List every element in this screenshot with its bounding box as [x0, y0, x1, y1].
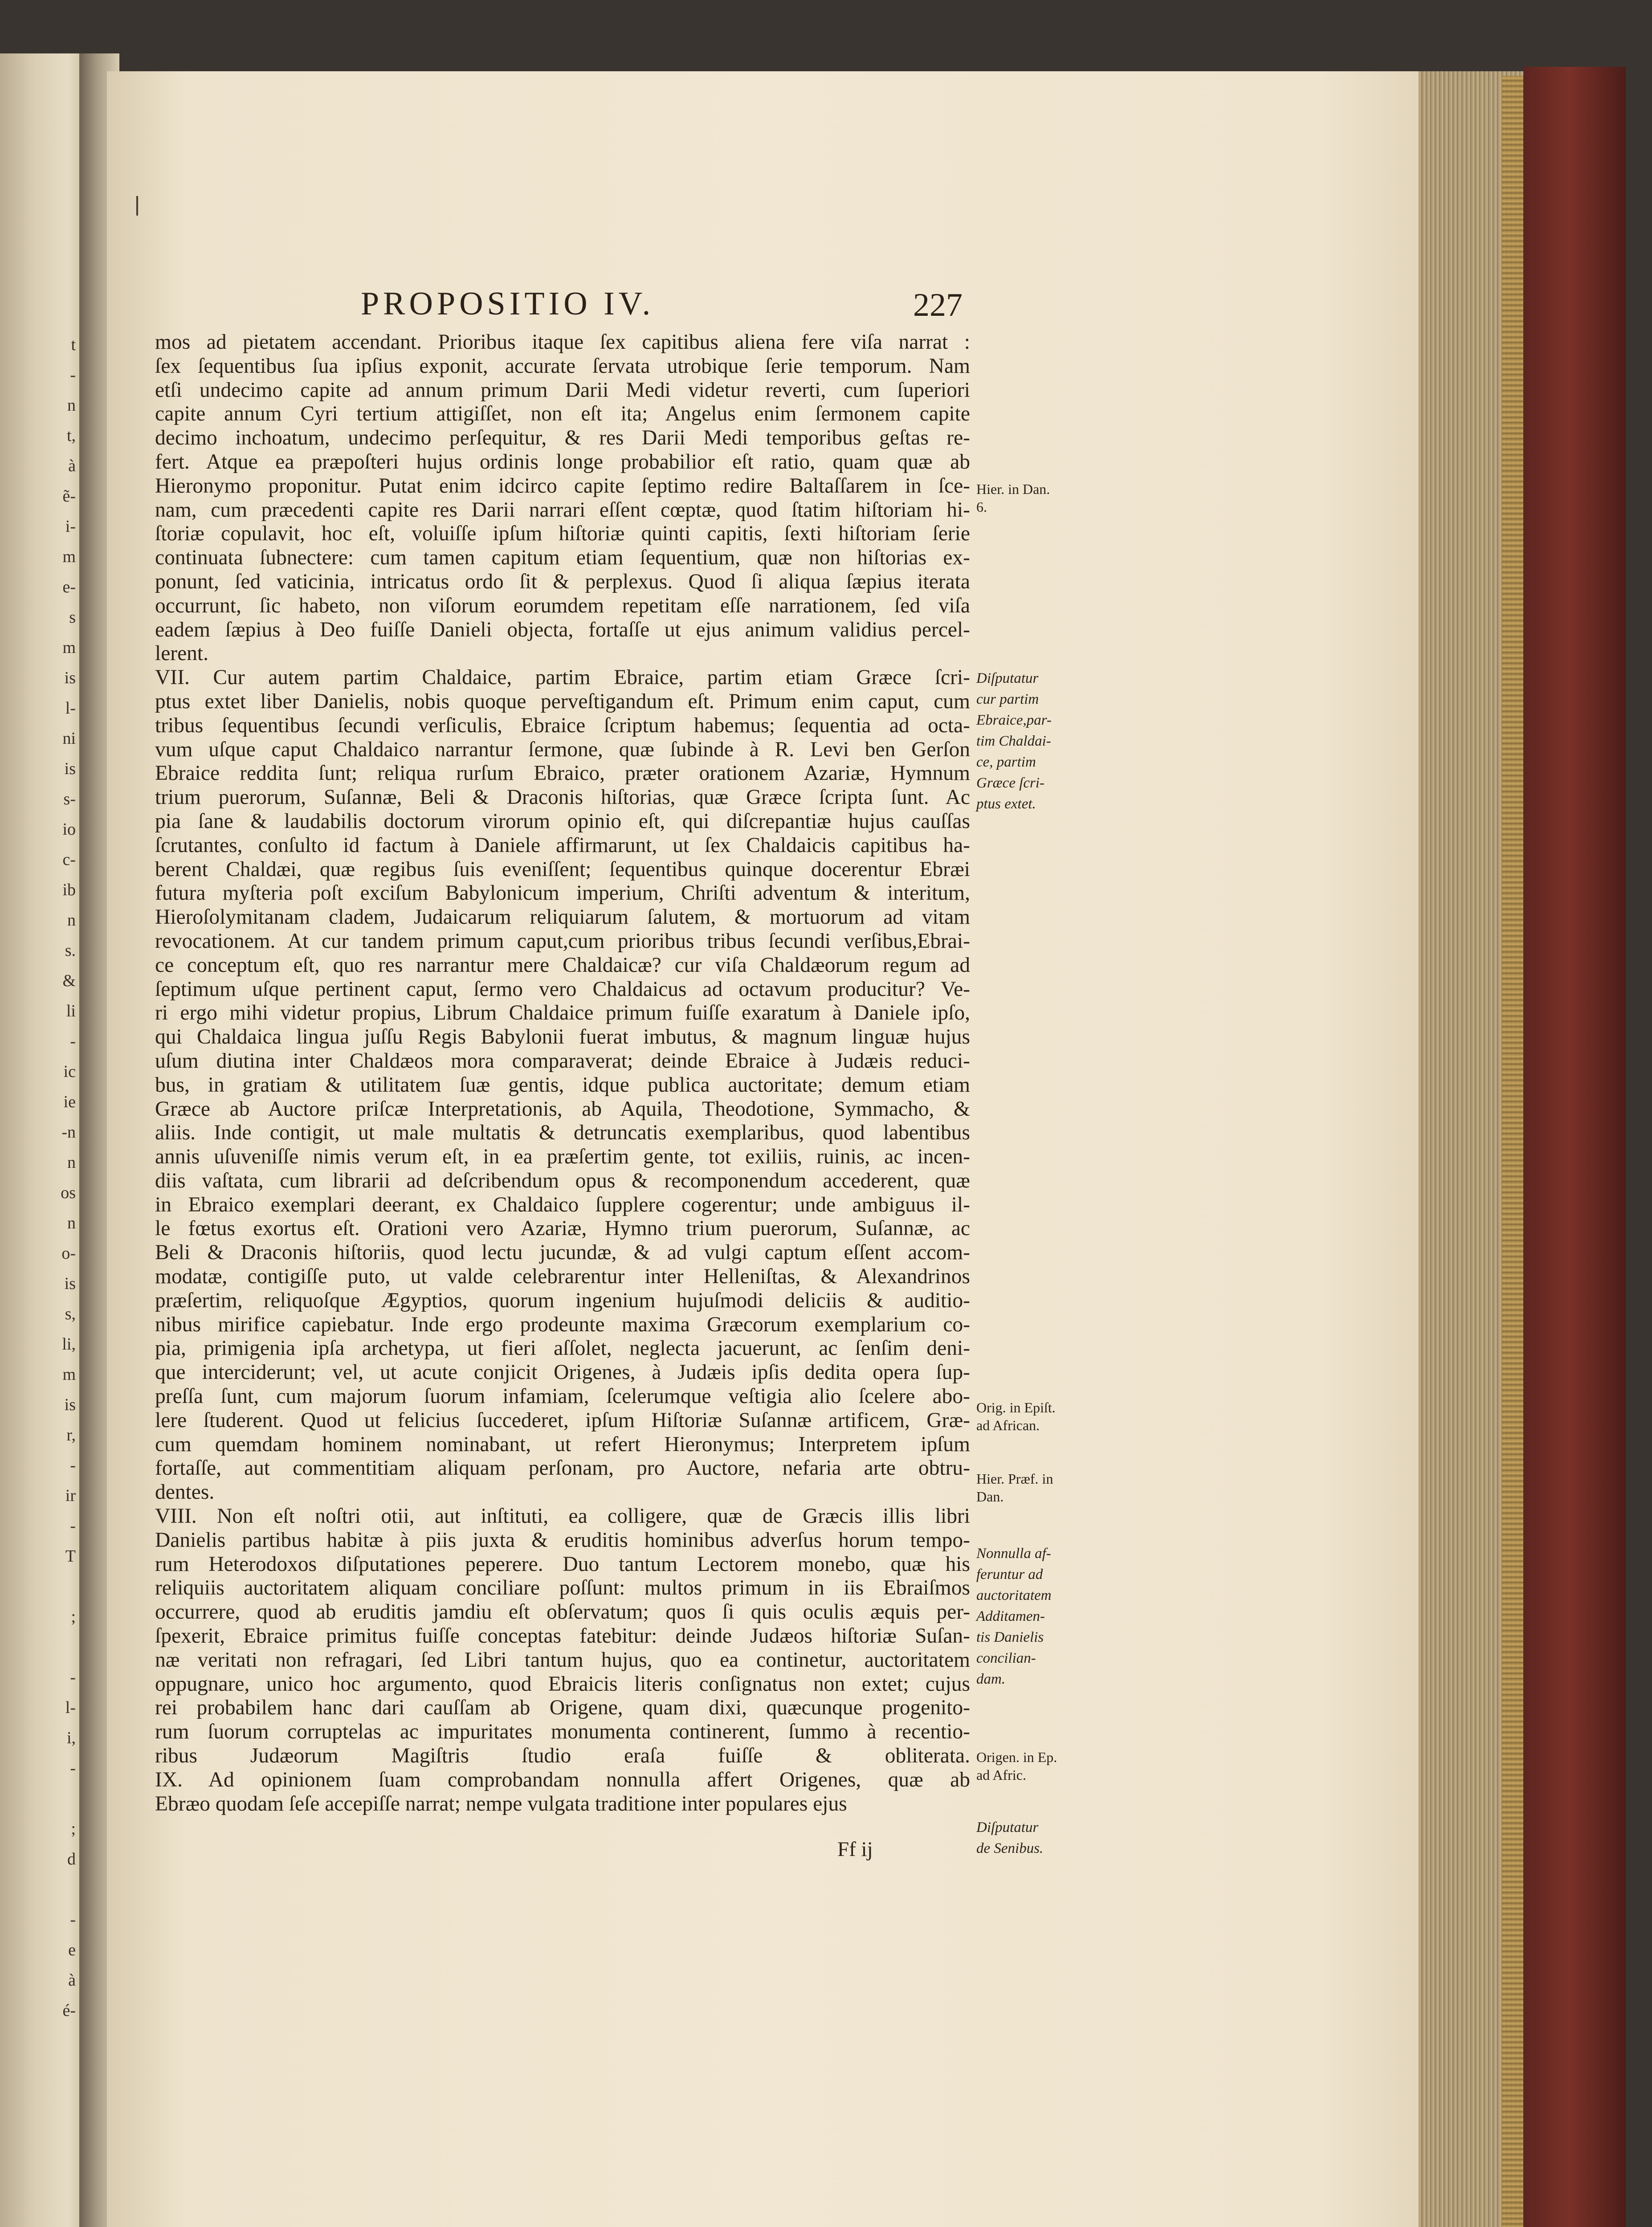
- left-page-fragment: -n: [61, 1123, 76, 1142]
- text-line: Hieronymo proponitur. Putat enim idcirco capite ſeptimo redire Baltaſſarem in ſce-: [155, 474, 970, 498]
- left-page-fragment: ie: [63, 1093, 76, 1111]
- left-page-fragment: [9, 1571, 76, 1602]
- text-line: preſſa ſunt, cum majorum ſuorum infamiam, ſcelerumque veſtigia alio ſcelere abo-: [155, 1385, 970, 1408]
- text-line: lere ſtuderent. Quod ut felicius ſuccederet, ipſum Hiſtoriæ Suſannæ artificem, Græ-: [155, 1408, 970, 1432]
- text-line: ri ergo mihi videtur propius, Librum Chaldaice primum fuiſſe exaratum à Daniele ipſo,: [155, 1001, 970, 1025]
- left-page-fragment: ic: [63, 1062, 76, 1081]
- text-line: ſex ſequentibus ſua ipſius exponit, accurate ſervata utrobique ſerie temporum. Nam: [155, 354, 970, 378]
- text-line: que interciderunt; vel, ut acute conjicit Origenes, à Judæis ipſis dedita opera ſup-: [155, 1361, 970, 1384]
- text-line: IX. Ad opinionem ſuam comprobandam nonnulla affert Origenes, quæ ab: [155, 1768, 970, 1791]
- text-line: vum uſque caput Chaldaico narrantur ſermone, quæ ſubinde à R. Levi ben Gerſon: [155, 738, 970, 761]
- text-line: le fœtus exortus eſt. Orationi vero Azariæ, Hymno trium puerorum, Suſannæ, ac: [155, 1217, 970, 1240]
- left-page-fragment: s,: [65, 1305, 76, 1323]
- left-page-fragment: s-: [63, 790, 76, 808]
- running-head: PROPOSITIO IV.: [361, 286, 655, 322]
- text-line: Ebraice reddita ſunt; reliqua rurſum Ebraico, præter orationem Azariæ, Hymnum: [155, 762, 970, 785]
- text-line: ſeptimum uſque pertinent caput, ſermo vero Chaldaicus ad octavum producitur? Ve-: [155, 977, 970, 1001]
- book-cover: [1523, 67, 1626, 2227]
- text-line: nam, cum præcedenti capite res Darii narrari eſſent cœptæ, quod ſtatim hiſtoriam hi-: [155, 498, 970, 522]
- gilt-edge: [1502, 76, 1524, 2227]
- left-page-fragment: [9, 1783, 76, 1814]
- text-line: mos ad pietatem accendant. Prioribus itaque ſex capitibus aliena fere viſa narrat :: [155, 330, 970, 354]
- text-line: occurrere, quod ab eruditis jamdiu eſt obſervatum; quos ſi quis oculis æquis per-: [155, 1600, 970, 1624]
- left-page-fragment: is: [64, 759, 76, 778]
- text-line: lerent.: [155, 642, 209, 665]
- text-line: præſertim, reliquoſque Ægyptios, quorum ingenium hujuſmodi deliciis & auditio-: [155, 1289, 970, 1312]
- left-page-fragment: ir: [65, 1486, 76, 1505]
- text-line: capite annum Cyri tertium attigiſſet, non eſt ita; Angelus enim ſermonem capite: [155, 402, 970, 426]
- left-page-fragment: &: [62, 971, 76, 990]
- left-page-fragment: io: [62, 820, 76, 839]
- left-page-fragment: l-: [65, 1698, 76, 1717]
- left-page-fragment: n: [67, 1214, 76, 1232]
- margin-note-hier-praef: Hier. Præf. in Dan.: [976, 1471, 1053, 1505]
- left-page-fragment: i-: [65, 517, 76, 536]
- text-line: Danielis partibus habitæ à piis juxta & eruditis hominibus adverſus horum tempo-: [155, 1528, 970, 1552]
- margin-note-hier-in-dan: Hier. in Dan. 6.: [976, 481, 1050, 515]
- left-page-fragment: os: [61, 1183, 76, 1202]
- text-line: continuata ſubnectere: cum tamen capitum etiam ſequentium, quæ non hiſtorias ex-: [155, 546, 970, 570]
- text-line: ptus extet liber Danielis, nobis quoque perveſtigandum eſt. Primum enim caput, cum: [155, 689, 970, 713]
- text-line: Ebræo quodam ſeſe accepiſſe narrat; nempe vulgata traditione inter populares ejus: [155, 1792, 847, 1815]
- left-page-fragment: s.: [65, 941, 76, 960]
- text-line: pia, primigenia ipſa archetypa, ut fieri aſſolet, neglecta jacuerunt, ac ſenſim deni-: [155, 1337, 970, 1360]
- text-line: rum Heterodoxos diſputationes peperere. Duo tantum Lectorem monebo, quæ his: [155, 1552, 970, 1576]
- left-page-fragment: é-: [62, 2001, 76, 2020]
- left-page-fragment: -: [70, 366, 76, 384]
- text-line: trium puerorum, Suſannæ, Beli & Draconis hiſtorias, quæ Græce ſcripta ſunt. Ac: [155, 786, 970, 809]
- text-line: decimo inchoatum, undecimo perſequitur, & res Darii Medi temporibus geſtas re-: [155, 426, 970, 450]
- text-line: Beli & Draconis hiſtoriis, quod lectu jucundæ, & ad vulgi captum eſſent accom-: [155, 1241, 970, 1264]
- left-page-fragment: t: [71, 335, 76, 354]
- left-page-fragment: n: [67, 1153, 76, 1172]
- left-page-fragment: -: [70, 1032, 76, 1051]
- left-page-fragment: is: [64, 669, 76, 687]
- margin-note-de-senibus: Diſputatur de Senibus.: [976, 1819, 1044, 1856]
- left-page-fragment: T: [65, 1547, 76, 1566]
- left-page-fragment: s: [69, 608, 76, 627]
- left-page-fragment: r,: [66, 1426, 76, 1444]
- text-line: nibus mirifice capiebatur. Inde ergo prodeunte maxima Græcorum exemplarium co-: [155, 1313, 970, 1336]
- catchword-signature: Ff ij: [837, 1838, 873, 1861]
- text-line: ce conceptum eſt, quo res narrantur mere Chaldaicæ? cur viſa Chaldæorum regum ad: [155, 953, 970, 977]
- left-page-fragment: m: [62, 1365, 76, 1384]
- text-line: annis uſuveniſſe nimis verum eſt, in ea præſertim gente, tot exiliis, ruinis, ac incen-: [155, 1145, 970, 1169]
- left-page-fragment: -: [70, 1759, 76, 1778]
- text-line: etſi undecimo capite ad annum primum Darii Medi videtur reverti, cum ſuperiori: [155, 378, 970, 402]
- text-line: Hieroſolymitanam cladem, Judaicarum reliquiarum ſalutem, & mortuorum ad vitam: [155, 905, 970, 929]
- left-page-fragment: ;: [71, 1607, 76, 1626]
- text-line: dentes.: [155, 1481, 215, 1504]
- text-line: revocationem. At cur tandem primum caput,cum prioribus tribus ſecundi verſibus,Ebrai-: [155, 929, 970, 953]
- left-page-fragment: -: [70, 1910, 76, 1929]
- text-line: tribus ſequentibus ſecundi verſiculis, Ebraice ſcriptum habemus; ſequentia ad octa-: [155, 714, 970, 737]
- text-line: ſcrutantes, conſulto id factum à Daniele affirmarunt, ut ſex Chaldaicis capitibus ha-: [155, 833, 970, 857]
- left-page-fragment: m: [62, 638, 76, 657]
- left-page-fragment: l-: [65, 699, 76, 718]
- text-line: ſpexerit, Ebraice primitus fuiſſe conceptas fatebitur: deinde Judæos hiſtoriæ Suſan-: [155, 1624, 970, 1648]
- left-page-fragment: -: [70, 1517, 76, 1535]
- left-page-fragment: -: [70, 1668, 76, 1687]
- text-line: uſum diutina inter Chaldæos mora comparaverat; deinde Ebraice à Judæis reduci-: [155, 1049, 970, 1073]
- left-page-fragment: t,: [66, 426, 76, 445]
- left-page-fragment: [9, 1632, 76, 1662]
- margin-note-disputatur-cur-partim: Diſputatur cur partim Ebraice,par- tim Chaldai- ce, partim Græce ſcri- ptus extet.: [976, 670, 1052, 812]
- text-line: in Ebraico exemplari deerant, ex Chaldaico ſupplere cogerentur; unde ambiguus il-: [155, 1193, 970, 1216]
- left-page-fragment: is: [64, 1395, 76, 1414]
- text-line: eadem ſæpius à Deo fuiſſe Danieli objecta, fortaſſe ut ejus animum validius percel-: [155, 618, 970, 641]
- text-line: aliis. Inde contigit, ut male multatis & detruncatis exemplaribus, quod labentibus: [155, 1121, 970, 1145]
- left-page-fragment: n: [67, 396, 76, 415]
- margin-mark: [136, 196, 138, 216]
- text-line: futura myſteria poſt exciſum Babylonicum imperium, Chriſti adventum & interitum,: [155, 881, 970, 905]
- left-page-fragment: c-: [62, 850, 76, 869]
- left-page-edge: [0, 53, 85, 2227]
- text-line: berent Chaldæi, quæ regibus ſuis eveniſſent; ſequentibus quinque docerentur Ebræi: [155, 857, 970, 881]
- left-page-fragment: o-: [61, 1244, 76, 1263]
- left-page-fragment: ;: [71, 1819, 76, 1838]
- text-line: rum ſuorum corruptelas ac impuritates monumenta continerent, ſummo à recentio-: [155, 1720, 970, 1744]
- text-line: modatæ, contigiſſe puto, ut valde celebrarentur inter Helleniſtas, & Alexandrinos: [155, 1265, 970, 1289]
- left-page-fragment: m: [62, 547, 76, 566]
- left-page-fragment: li: [66, 1002, 76, 1020]
- text-line: oppugnare, unico hoc argumento, quod Ebraicis literis conſignatus non extet; cujus: [155, 1672, 970, 1696]
- text-line: Græce ab Auctore priſcæ Interpretationis, ab Aquila, Theodotione, Symmacho, &: [155, 1097, 970, 1121]
- left-page-fragment: ẽ-: [62, 487, 76, 506]
- text-line: næ veritati non refragari, ſed Libri tantum hujus, quo ea continetur, auctoritatem: [155, 1648, 970, 1672]
- text-line: fortaſſe, aut commentitiam aliquam perſonam, pro Auctore, nefaria arte obtru-: [155, 1456, 970, 1480]
- left-page-fragment: i,: [66, 1729, 76, 1747]
- main-text: [155, 330, 970, 1816]
- left-page-fragment: d: [67, 1850, 76, 1868]
- text-line: rei probabilem hanc dari cauſſam ab Origene, quam dixi, quæcunque progenito-: [155, 1696, 970, 1720]
- text-line: ribus Judæorum Magiſtris ſtudio eraſa fuiſſe & obliterata.: [155, 1744, 970, 1768]
- text-line: bus, in gratiam & utilitatem ſuæ gentis, idque publica auctoritate; demum etiam: [155, 1073, 970, 1097]
- text-line: VIII. Non eſt noſtri otii, aut inſtituti, ea colligere, quæ de Græcis illis libri: [155, 1505, 970, 1528]
- left-page-fragment: ib: [62, 881, 76, 899]
- text-line: ponunt, ſed vaticinia, intricatus ordo ſit & perplexus. Quod ſi aliqua ſæpius iterata: [155, 570, 970, 593]
- text-line: pia ſane & laudabilis doctorum virorum opinio eſt, qui diſcrepantiæ hujus cauſſas: [155, 809, 970, 833]
- left-page-text-fragments: [9, 330, 76, 2026]
- text-line: occurrunt, ſic habeto, non viſorum eorumdem repetitam eſſe narrationem, ſed viſa: [155, 594, 970, 617]
- text-line: ſtoriæ copulavit, hoc eſt, voluiſſe ipſum hiſtoriæ quinti capitis, ſexti hiſtoriam ſerie: [155, 522, 970, 546]
- left-page-fragment: à: [68, 457, 76, 475]
- margin-note-origen-in-ep: Origen. in Ep. ad Afric.: [976, 1749, 1057, 1783]
- left-page-fragment: à: [68, 1971, 76, 1990]
- left-page-fragment: n: [67, 911, 76, 930]
- text-line: reliquiis auctoritatem aliquam conciliare poſſunt: multos primum in iis Ebraiſmos: [155, 1576, 970, 1600]
- left-page-fragment: e: [68, 1941, 76, 1959]
- left-page-fragment: e-: [62, 578, 76, 596]
- left-page-fragment: -: [70, 1456, 76, 1475]
- margin-note-nonnulla: Nonnulla af- feruntur ad auctoritatem Additamen- tis Danielis concilian- dam.: [976, 1546, 1052, 1687]
- left-page-fragment: is: [64, 1274, 76, 1293]
- left-page-fragment: li,: [62, 1335, 76, 1354]
- text-line: qui Chaldaica lingua juſſu Regis Babylonii fuerat imbutus, & magnum linguæ hujus: [155, 1025, 970, 1049]
- left-page-fragment: ni: [62, 729, 76, 748]
- text-line: diis vaſtata, cum librarii ad deſcribendum opus & recomponendum accederent, quæ: [155, 1169, 970, 1192]
- text-line: fert. Atque ea præpoſteri hujus ordinis longe probabilior eſt ratio, quam quæ ab: [155, 450, 970, 473]
- text-line: VII. Cur autem partim Chaldaice, partim Ebraice, partim etiam Græce ſcri-: [155, 666, 970, 689]
- left-page-fragment: [9, 1874, 76, 1905]
- margin-note-orig-in-epist: Orig. in Epiſt. ad African.: [976, 1399, 1056, 1433]
- text-line: cum quemdam hominem nominabant, ut refert Hieronymus; Interpretem ipſum: [155, 1432, 970, 1456]
- page-number: 227: [913, 287, 963, 323]
